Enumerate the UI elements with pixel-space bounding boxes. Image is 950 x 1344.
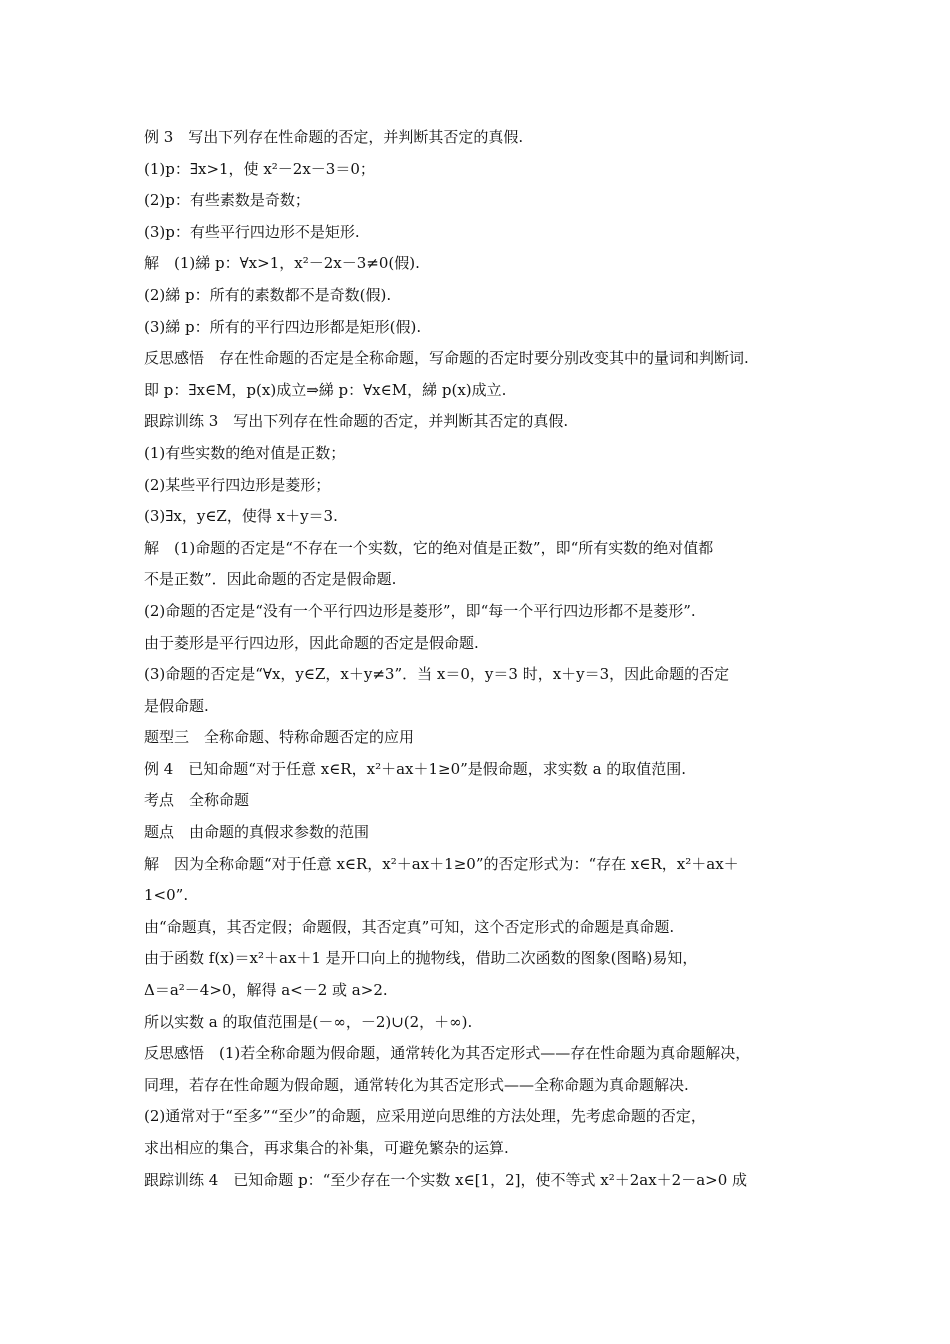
text-line: 由于函数 f(x)＝x²＋ax＋1 是开口向上的抛物线，借助二次函数的图象(图略)易知，: [144, 949, 698, 968]
text-line: (2)命题的否定是“没有一个平行四边形是菱形”，即“每一个平行四边形都不是菱形”.: [144, 601, 696, 620]
text-line: 题点 由命题的真假求参数的范围: [144, 823, 370, 842]
text-line: 解 因为全称命题“对于任意 x∈R，x²＋ax＋1≥0”的否定形式为：“存在 x∈R，x²＋ax＋: [144, 854, 739, 873]
text-line: 不是正数”．因此命题的否定是假命题.: [144, 570, 397, 589]
text-line: 所以实数 a 的取值范围是(－∞，－2)∪(2，＋∞).: [144, 1012, 473, 1031]
text-line: (2)p：有些素数是奇数；: [144, 191, 310, 210]
text-line: 求出相应的集合，再求集合的补集，可避免繁杂的运算.: [144, 1139, 509, 1157]
text-line: (3)綈 p：所有的平行四边形都是矩形(假).: [144, 317, 422, 336]
text-line: (2)綈 p：所有的素数都不是奇数(假).: [144, 285, 392, 304]
text-line: (2)某些平行四边形是菱形；: [144, 475, 331, 494]
text-line: 跟踪训练 3 写出下列存在性命题的否定，并判断其否定的真假.: [144, 412, 569, 431]
text-line: 反思感悟 存在性命题的否定是全称命题，写命题的否定时要分别改变其中的量词和判断词.: [144, 349, 749, 368]
text-line: (3)命题的否定是“∀x，y∈Z，x＋y≠3”．当 x＝0，y＝3 时，x＋y＝3，因此命题的否定: [144, 665, 730, 684]
text-line: 解 (1)命题的否定是“不存在一个实数，它的绝对值是正数”，即“所有实数的绝对值都: [144, 538, 714, 557]
text-line: (3)p：有些平行四边形不是矩形.: [144, 222, 360, 241]
text-line: 由“命题真，其否定假；命题假，其否定真”可知，这个否定形式的命题是真命题.: [144, 917, 675, 936]
text-line: 即 p：∃x∈M，p(x)成立⇒綈 p：∀x∈M，綈 p(x)成立.: [144, 380, 507, 399]
text-line: 考点 全称命题: [144, 791, 250, 810]
document-body: [144, 122, 824, 1196]
text-line: 例 4 已知命题“对于任意 x∈R，x²＋ax＋1≥0”是假命题，求实数 a 的取值范围.: [144, 759, 687, 778]
text-line: (3)∃x，y∈Z，使得 x＋y＝3.: [144, 507, 338, 526]
text-line: (2)通常对于“至多”“至少”的命题，应采用逆向思维的方法处理，先考虑命题的否定，: [144, 1107, 706, 1126]
text-line: 1<0”.: [144, 886, 189, 905]
text-line: Δ＝a²－4>0，解得 a<－2 或 a>2.: [144, 981, 388, 1000]
text-line: (1)p：∃x>1，使 x²－2x－3＝0；: [144, 159, 375, 178]
text-line: 跟踪训练 4 已知命题 p：“至少存在一个实数 x∈[1，2]，使不等式 x²＋2ax＋2－a>0 成: [144, 1170, 748, 1189]
text-line: 是假命题.: [144, 696, 209, 715]
text-line: (1)有些实数的绝对值是正数；: [144, 443, 346, 462]
text-line: 由于菱形是平行四边形，因此命题的否定是假命题.: [144, 633, 479, 652]
text-line: 反思感悟 (1)若全称命题为假命题，通常转化为其否定形式——存在性命题为真命题解决，: [144, 1044, 751, 1063]
text-line: 题型三 全称命题、特称命题否定的应用: [144, 728, 415, 747]
text-line: 同理，若存在性命题为假命题，通常转化为其否定形式——全称命题为真命题解决.: [144, 1075, 689, 1094]
text-line: 解 (1)綈 p：∀x>1，x²－2x－3≠0(假).: [144, 254, 420, 273]
text-line: 例 3 写出下列存在性命题的否定，并判断其否定的真假.: [144, 128, 524, 146]
